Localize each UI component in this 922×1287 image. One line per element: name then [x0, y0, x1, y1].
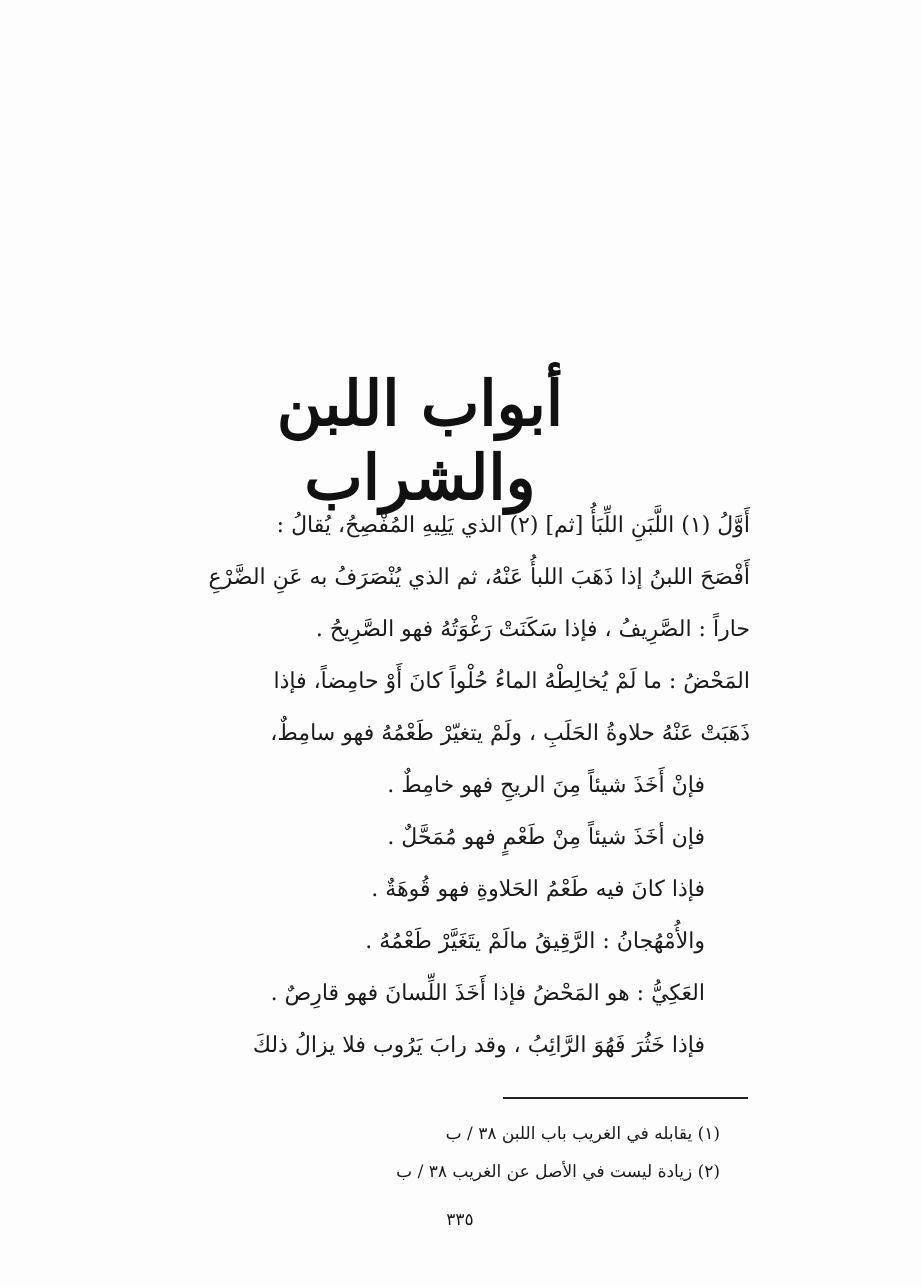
indented-lines	[130, 760, 750, 968]
text-line: المَحْضُ : ما لَمْ يُخالِطْهُ الماءُ حُلْواً كانَ أَوْ حامِضاً، فإذا	[273, 669, 750, 694]
chapter-title: أبواب اللبن والشراب	[276, 366, 564, 514]
page-number: ٣٣٥	[446, 1210, 474, 1230]
footnote-2: (٢) زيادة ليست في الأصل عن الغريب ٣٨ / ب	[396, 1162, 720, 1182]
paragraph-1	[130, 500, 750, 656]
text-line: حاراً : الصَّرِيفُ ، فإذا سَكَنَتْ رَغْوَتُهُ فهو الصَّرِيحُ .	[315, 617, 750, 642]
text-line: ذَهَبَتْ عَنْهُ حلاوةُ الحَلَبِ ، ولَمْ يتغيّرْ طَعْمُهُ فهو سامِطٌ،	[270, 721, 750, 746]
closing-lines	[130, 968, 750, 1072]
text-line: أَوَّلُ (١) اللَّبَنِ اللِّبَأُ [ثم] (٢) الذي يَلِيهِ المُفْصِحُ، يُقالُ :	[276, 513, 750, 538]
text-line: فإذا كانَ فيه طَعْمُ الحَلاوةِ فهو قُوهَةٌ .	[371, 877, 705, 902]
text-line: فإذا خَثُرَ فَهُوَ الرَّائِبُ ، وقد رابَ يَرُوب فلا يزالُ ذلكَ	[252, 1033, 705, 1058]
text-line: والأُمْهُجانُ : الرَّقِيقُ مالَمْ يتَغَيَّرْ طَعْمُهُ .	[365, 929, 705, 954]
text-line: فإنْ أَخَذَ شيئاً مِنَ الريحِ فهو خامِطٌ .	[387, 773, 705, 798]
footnotes	[380, 1115, 720, 1191]
text-line: أَفْصَحَ اللبنُ إذا ذَهَبَ اللبأُ عَنْهُ، ثم الذي يُنْصَرَفُ به عَنِ الضَّرْعِ	[208, 565, 750, 590]
text-line: فإن أخَذَ شيئاً مِنْ طَعْمٍ فهو مُمَحَّلٌ .	[387, 825, 705, 850]
footnote-divider	[503, 1097, 748, 1099]
paragraph-2	[130, 656, 750, 760]
body-text	[130, 500, 750, 1072]
text-line: العَكِيُّ : هو المَحْضُ فإذا أَخَذَ اللِّسانَ فهو قارِصٌ .	[270, 981, 705, 1006]
footnote-1: (١) يقابله في الغريب باب اللبن ٣٨ / ب	[445, 1124, 720, 1144]
